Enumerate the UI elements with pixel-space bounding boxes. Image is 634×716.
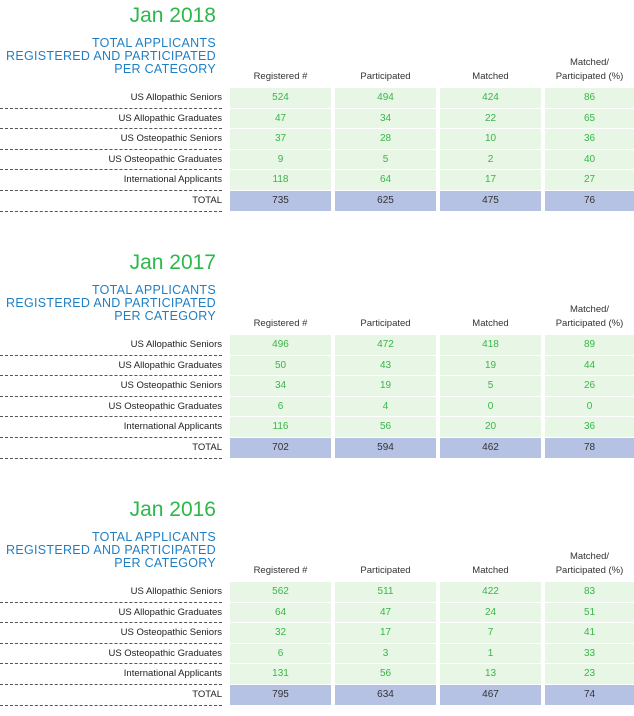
row-label: US Allopathic Graduates (0, 109, 222, 130)
cell-matched: 10 (440, 129, 541, 150)
section-subtitle (6, 37, 216, 76)
cell-registered: 50 (230, 356, 331, 377)
cell-registered: 496 (230, 335, 331, 356)
table-row (0, 664, 634, 685)
cell-matched: 0 (440, 397, 541, 418)
cell-registered: 37 (230, 129, 331, 150)
cell-ratio: 33 (545, 644, 634, 665)
data-table (0, 335, 634, 459)
total-row (0, 685, 634, 706)
header-participated (335, 564, 436, 578)
cell-registered: 702 (230, 438, 331, 459)
cell-participated: 64 (335, 170, 436, 191)
header-participated (335, 70, 436, 84)
cell-registered: 524 (230, 88, 331, 109)
cell-ratio: 27 (545, 170, 634, 191)
cell-ratio: 51 (545, 603, 634, 624)
header-matched (440, 317, 541, 331)
cell-participated: 56 (335, 664, 436, 685)
cell-matched: 20 (440, 417, 541, 438)
cell-participated: 47 (335, 603, 436, 624)
header-text: Registered # (253, 318, 308, 329)
section-year-title: Jan 2018 (129, 4, 216, 27)
cell-participated: 56 (335, 417, 436, 438)
subtitle-line: REGISTERED AND PARTICIPATED (6, 543, 216, 557)
row-label: TOTAL (0, 685, 222, 706)
header-registered (230, 317, 331, 331)
cell-participated: 34 (335, 109, 436, 130)
cell-matched: 5 (440, 376, 541, 397)
header-matched (440, 70, 541, 84)
subtitle-line: REGISTERED AND PARTICIPATED (6, 296, 216, 310)
cell-participated: 3 (335, 644, 436, 665)
row-label: TOTAL (0, 191, 222, 212)
total-row (0, 438, 634, 459)
table-row (0, 335, 634, 356)
table-row (0, 582, 634, 603)
table-row (0, 109, 634, 130)
cell-registered: 64 (230, 603, 331, 624)
cell-participated: 472 (335, 335, 436, 356)
table-row (0, 150, 634, 171)
cell-matched: 424 (440, 88, 541, 109)
table-row (0, 623, 634, 644)
header-text: Matched/ (569, 551, 610, 562)
cell-registered: 32 (230, 623, 331, 644)
table-row (0, 376, 634, 397)
cell-ratio: 41 (545, 623, 634, 644)
header-text: Matched (472, 318, 509, 329)
cell-participated: 4 (335, 397, 436, 418)
header-text: Matched (472, 565, 509, 576)
row-label: TOTAL (0, 438, 222, 459)
cell-ratio: 40 (545, 150, 634, 171)
header-text: Matched/ (569, 304, 610, 315)
row-label: International Applicants (0, 170, 222, 191)
data-table (0, 582, 634, 706)
table-row (0, 88, 634, 109)
cell-matched: 19 (440, 356, 541, 377)
header-text: Matched (472, 71, 509, 82)
cell-registered: 116 (230, 417, 331, 438)
row-label: International Applicants (0, 417, 222, 438)
cell-ratio: 86 (545, 88, 634, 109)
cell-registered: 735 (230, 191, 331, 212)
subtitle-line: REGISTERED AND PARTICIPATED (6, 49, 216, 63)
header-text: Participated (%) (555, 71, 624, 82)
cell-participated: 625 (335, 191, 436, 212)
cell-registered: 6 (230, 397, 331, 418)
cell-participated: 634 (335, 685, 436, 706)
section-year-title: Jan 2016 (129, 498, 216, 521)
table-row (0, 170, 634, 191)
data-table (0, 88, 634, 212)
cell-registered: 562 (230, 582, 331, 603)
header-registered (230, 564, 331, 578)
subtitle-line: TOTAL APPLICANTS (91, 530, 216, 544)
cell-matched: 475 (440, 191, 541, 212)
header-matched (440, 564, 541, 578)
header-text: Participated (360, 71, 411, 82)
cell-ratio: 0 (545, 397, 634, 418)
cell-ratio: 23 (545, 664, 634, 685)
cell-ratio: 36 (545, 417, 634, 438)
cell-matched: 467 (440, 685, 541, 706)
cell-matched: 17 (440, 170, 541, 191)
row-label: US Osteopathic Seniors (0, 376, 222, 397)
cell-ratio: 76 (545, 191, 634, 212)
header-text: Participated (360, 565, 411, 576)
subtitle-line: TOTAL APPLICANTS (91, 283, 216, 297)
cell-registered: 795 (230, 685, 331, 706)
cell-ratio: 83 (545, 582, 634, 603)
table-row (0, 417, 634, 438)
cell-matched: 7 (440, 623, 541, 644)
header-text: Participated (%) (555, 318, 624, 329)
cell-matched: 2 (440, 150, 541, 171)
cell-registered: 9 (230, 150, 331, 171)
row-label: US Osteopathic Graduates (0, 644, 222, 665)
cell-registered: 131 (230, 664, 331, 685)
cell-participated: 511 (335, 582, 436, 603)
header-text: Participated (%) (555, 565, 624, 576)
section-year-title: Jan 2017 (129, 251, 216, 274)
cell-ratio: 78 (545, 438, 634, 459)
header-text: Matched/ (569, 57, 610, 68)
header-matched-participated (545, 550, 634, 578)
cell-participated: 594 (335, 438, 436, 459)
row-label: US Osteopathic Seniors (0, 623, 222, 644)
header-participated (335, 317, 436, 331)
cell-matched: 418 (440, 335, 541, 356)
subtitle-line: TOTAL APPLICANTS (91, 36, 216, 50)
subtitle-line: PER CATEGORY (114, 309, 216, 323)
cell-registered: 34 (230, 376, 331, 397)
cell-matched: 462 (440, 438, 541, 459)
row-label: US Allopathic Seniors (0, 582, 222, 603)
cell-participated: 5 (335, 150, 436, 171)
row-label: US Osteopathic Graduates (0, 150, 222, 171)
cell-matched: 24 (440, 603, 541, 624)
cell-participated: 17 (335, 623, 436, 644)
table-row (0, 644, 634, 665)
table-row (0, 603, 634, 624)
table-row (0, 129, 634, 150)
cell-participated: 28 (335, 129, 436, 150)
row-label: US Allopathic Graduates (0, 356, 222, 377)
table-row (0, 356, 634, 377)
header-matched-participated (545, 303, 634, 331)
header-text: Participated (360, 318, 411, 329)
header-text: Registered # (253, 565, 308, 576)
cell-registered: 6 (230, 644, 331, 665)
subtitle-line: PER CATEGORY (114, 62, 216, 76)
header-registered (230, 70, 331, 84)
row-label: International Applicants (0, 664, 222, 685)
cell-participated: 494 (335, 88, 436, 109)
cell-matched: 13 (440, 664, 541, 685)
header-text: Registered # (253, 71, 308, 82)
header-matched-participated (545, 56, 634, 84)
row-label: US Allopathic Seniors (0, 88, 222, 109)
cell-ratio: 65 (545, 109, 634, 130)
cell-registered: 118 (230, 170, 331, 191)
cell-ratio: 26 (545, 376, 634, 397)
row-label: US Allopathic Graduates (0, 603, 222, 624)
cell-matched: 422 (440, 582, 541, 603)
cell-matched: 22 (440, 109, 541, 130)
row-label: US Allopathic Seniors (0, 335, 222, 356)
cell-matched: 1 (440, 644, 541, 665)
cell-ratio: 44 (545, 356, 634, 377)
cell-ratio: 74 (545, 685, 634, 706)
row-label: US Osteopathic Graduates (0, 397, 222, 418)
cell-participated: 43 (335, 356, 436, 377)
row-label: US Osteopathic Seniors (0, 129, 222, 150)
cell-participated: 19 (335, 376, 436, 397)
subtitle-line: PER CATEGORY (114, 556, 216, 570)
cell-ratio: 89 (545, 335, 634, 356)
section-subtitle (6, 284, 216, 323)
cell-registered: 47 (230, 109, 331, 130)
table-row (0, 397, 634, 418)
section-subtitle (6, 531, 216, 570)
total-row (0, 191, 634, 212)
cell-ratio: 36 (545, 129, 634, 150)
